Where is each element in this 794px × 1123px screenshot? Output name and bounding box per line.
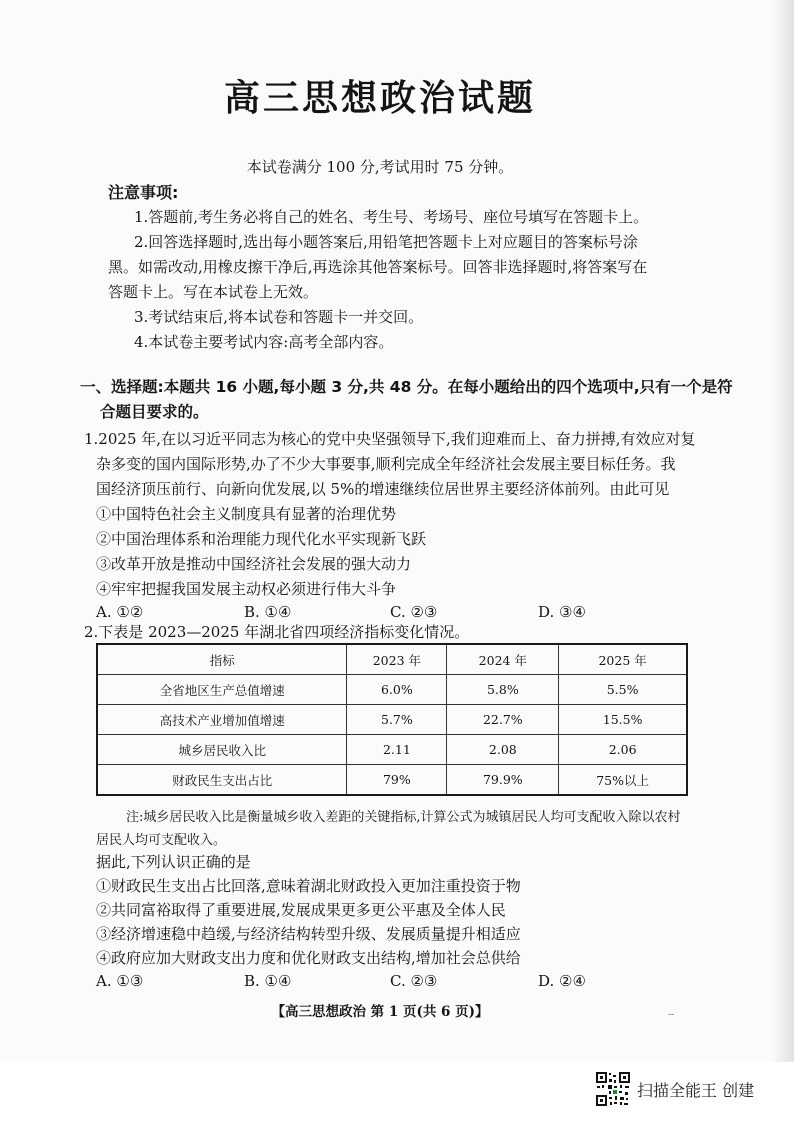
table-cell: 6.0% [347, 675, 447, 705]
table-row [97, 705, 687, 735]
notice-line: 3.考试结束后,将本试卷和答题卡一并交回。 [134, 308, 424, 326]
q2-statement: ②共同富裕取得了重要进展,发展成果更多更公平惠及全体人民 [96, 901, 506, 919]
q1-stem-line: 国经济顶压前行、向新向优发展,以 5%的增速继续位居世界主要经济体前列。由此可见 [96, 480, 670, 498]
table-row [97, 765, 687, 796]
table-note: 居民人均可支配收入。 [96, 833, 227, 848]
table-cell: 5.5% [559, 675, 687, 705]
q1-option-c: C. ②③ [390, 603, 438, 621]
table-cell: 5.8% [447, 675, 559, 705]
q2-option-b: B. ①④ [244, 972, 292, 990]
q1-option-a: A. ①② [96, 603, 144, 621]
q1-statement: ④牢牢把握我国发展主动权必须进行伟大斗争 [96, 580, 397, 598]
page-edge-shadow [772, 0, 794, 1062]
table-cell: 79% [347, 765, 447, 796]
section-heading: 合题目要求的。 [100, 403, 209, 421]
table-row [97, 675, 687, 705]
table-cell: 75%以上 [559, 765, 687, 796]
page-footer: 【高三思想政治 第 1 页(共 6 页)】 [271, 1004, 489, 1020]
table-cell: 城乡居民收入比 [97, 735, 347, 765]
table-header-cell: 2024 年 [447, 644, 559, 675]
q1-option-d: D. ③④ [538, 603, 586, 621]
notice-line: 2.回答选择题时,选出每小题答案后,用铅笔把答题卡上对应题目的答案标号涂 [134, 233, 638, 251]
table-cell: 5.7% [347, 705, 447, 735]
q1-statement: ③改革开放是推动中国经济社会发展的强大动力 [96, 555, 412, 573]
table-cell: 79.9% [447, 765, 559, 796]
q2-statement: ③经济增速稳中趋缓,与经济结构转型升级、发展质量提升相适应 [96, 925, 521, 943]
table-header-cell: 指标 [97, 644, 347, 675]
table-row [97, 735, 687, 765]
table-cell: 22.7% [447, 705, 559, 735]
notice-line: 黑。如需改动,用橡皮擦干净后,再选涂其他答案标号。回答非选择题时,将答案写在 [108, 258, 648, 276]
table-note: 注:城乡居民收入比是衡量城乡收入差距的关键指标,计算公式为城镇居民人均可支配收入除以农村 [126, 810, 681, 825]
q2-option-c: C. ②③ [390, 972, 438, 990]
notice-line: 4.本试卷主要考试内容:高考全部内容。 [134, 333, 394, 351]
table-header-cell: 2023 年 [347, 644, 447, 675]
q1-statement: ①中国特色社会主义制度具有显著的治理优势 [96, 505, 397, 523]
qr-code-icon [595, 1071, 631, 1107]
q1-stem-line: 1.2025 年,在以习近平同志为核心的党中央坚强领导下,我们迎难而上、奋力拼搏,有效应对复 [84, 430, 696, 448]
notice-line: 1.答题前,考生务必将自己的姓名、考生号、考场号、座位号填写在答题卡上。 [134, 208, 649, 226]
q2-option-a: A. ①③ [96, 972, 144, 990]
q1-stem-line: 杂多变的国内国际形势,办了不少大事要事,顺利完成全年经济社会发展主要目标任务。我 [96, 455, 676, 473]
q2-statement: ①财政民生支出占比回落,意味着湖北财政投入更加注重投资于物 [96, 877, 521, 895]
section-heading: 一、选择题:本题共 16 小题,每小题 3 分,共 48 分。在每小题给出的四个选项中,只有一个是符 [80, 378, 733, 396]
table-cell: 2.06 [559, 735, 687, 765]
table-cell: 2.11 [347, 735, 447, 765]
economic-indicator-table [96, 643, 688, 796]
exam-info: 本试卷满分 100 分,考试用时 75 分钟。 [246, 158, 514, 176]
q2-stem: 2.下表是 2023—2025 年湖北省四项经济指标变化情况。 [84, 623, 470, 641]
table-cell: 高技术产业增加值增速 [97, 705, 347, 735]
q2-option-d: D. ②④ [538, 972, 586, 990]
q2-statement: ④政府应加大财政支出力度和优化财政支出结构,增加社会总供给 [96, 949, 521, 967]
notice-line: 答题卡上。写在本试卷上无效。 [108, 283, 319, 301]
page-title: 高三思想政治试题 [223, 77, 536, 119]
table-cell: 2.08 [447, 735, 559, 765]
q1-statement: ②中国治理体系和治理能力现代化水平实现新飞跃 [96, 530, 427, 548]
table-header-cell: 2025 年 [559, 644, 687, 675]
corner-mark: -- [668, 1010, 675, 1020]
table-header-row [97, 644, 687, 675]
table-cell: 15.5% [559, 705, 687, 735]
notice-heading: 注意事项: [108, 183, 179, 202]
q1-option-b: B. ①④ [244, 603, 292, 621]
scanner-watermark: 扫描全能王 创建 [637, 1081, 755, 1100]
q2-prompt: 据此,下列认识正确的是 [96, 853, 251, 871]
table-cell: 财政民生支出占比 [97, 765, 347, 796]
table-cell: 全省地区生产总值增速 [97, 675, 347, 705]
